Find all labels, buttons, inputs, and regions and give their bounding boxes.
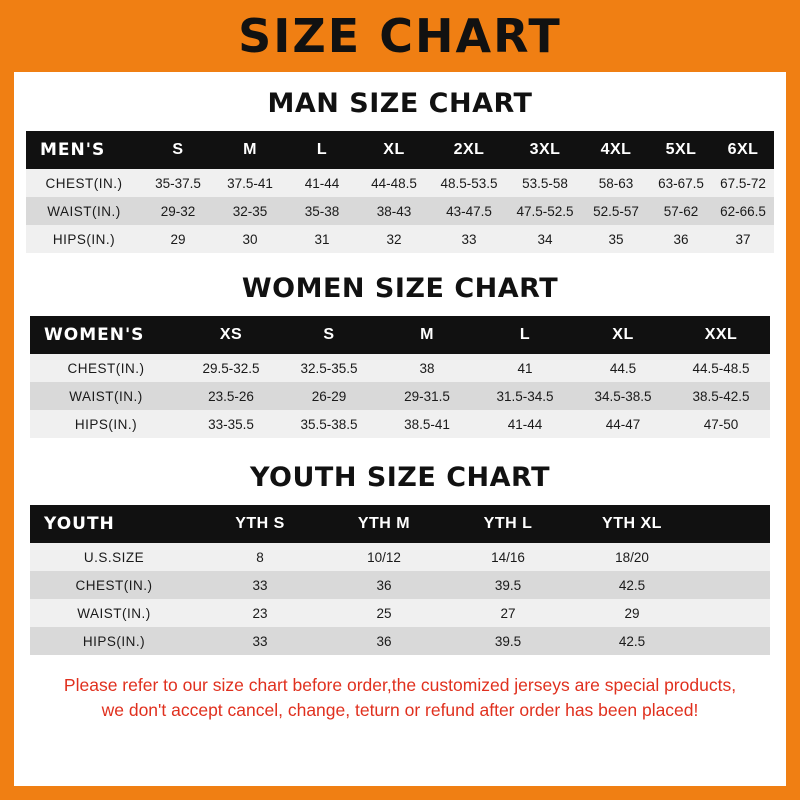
cell: 36 xyxy=(322,627,446,655)
column-header: L xyxy=(286,131,358,169)
column-header: YTH XL xyxy=(570,505,694,543)
cell: 38.5-41 xyxy=(378,410,476,438)
cell: 34.5-38.5 xyxy=(574,382,672,410)
column-header: YOUTH xyxy=(30,505,198,543)
cell: 44-47 xyxy=(574,410,672,438)
table-row xyxy=(26,169,774,197)
cell: 25 xyxy=(322,599,446,627)
cell: 27 xyxy=(446,599,570,627)
cell: 35-37.5 xyxy=(142,169,214,197)
cell: 52.5-57 xyxy=(582,197,650,225)
cell: 38.5-42.5 xyxy=(672,382,770,410)
cell: 32 xyxy=(358,225,430,253)
footer-note-line-1: Please refer to our size chart before order,the customized jerseys are special products, xyxy=(63,675,737,695)
column-header: L xyxy=(476,316,574,354)
cell-spacer xyxy=(694,599,770,627)
column-header: YTH M xyxy=(322,505,446,543)
cell: 33 xyxy=(198,627,322,655)
column-header: 2XL xyxy=(430,131,508,169)
cell: 33 xyxy=(430,225,508,253)
column-header-spacer xyxy=(694,505,770,543)
footer-note-line-2: we don't accept cancel, change, teturn or refund after order has been placed! xyxy=(101,700,699,721)
column-header: WOMEN'S xyxy=(30,316,182,354)
table-row xyxy=(26,197,774,225)
table-row xyxy=(26,225,774,253)
cell: 58-63 xyxy=(582,169,650,197)
row-label: WAIST(IN.) xyxy=(30,599,198,627)
cell: 53.5-58 xyxy=(508,169,582,197)
women-section-title: WOMEN SIZE CHART xyxy=(241,273,559,304)
cell: 38 xyxy=(378,354,476,382)
column-header: XL xyxy=(574,316,672,354)
cell: 29 xyxy=(142,225,214,253)
cell: 43-47.5 xyxy=(430,197,508,225)
cell-spacer xyxy=(694,627,770,655)
cell: 37.5-41 xyxy=(214,169,286,197)
column-header: S xyxy=(280,316,378,354)
cell: 23 xyxy=(198,599,322,627)
cell: 32-35 xyxy=(214,197,286,225)
cell-spacer xyxy=(694,543,770,571)
column-header: 5XL xyxy=(650,131,712,169)
table-row xyxy=(30,599,770,627)
column-header: YTH L xyxy=(446,505,570,543)
column-header: YTH S xyxy=(198,505,322,543)
cell: 33 xyxy=(198,571,322,599)
cell: 39.5 xyxy=(446,627,570,655)
cell: 26-29 xyxy=(280,382,378,410)
row-label: WAIST(IN.) xyxy=(30,382,182,410)
men-section-title: MAN SIZE CHART xyxy=(267,88,533,119)
cell: 29-31.5 xyxy=(378,382,476,410)
youth-section-title: YOUTH SIZE CHART xyxy=(249,462,551,493)
banner xyxy=(14,0,786,72)
bottom-accent-bar xyxy=(0,786,800,800)
cell: 42.5 xyxy=(570,627,694,655)
table-row xyxy=(30,627,770,655)
cell: 47.5-52.5 xyxy=(508,197,582,225)
cell: 23.5-26 xyxy=(182,382,280,410)
column-header: 4XL xyxy=(582,131,650,169)
column-header: MEN'S xyxy=(26,131,142,169)
cell: 18/20 xyxy=(570,543,694,571)
youth-size-table xyxy=(30,505,770,655)
cell: 62-66.5 xyxy=(712,197,774,225)
column-header: M xyxy=(378,316,476,354)
table-row xyxy=(30,543,770,571)
column-header: XL xyxy=(358,131,430,169)
row-label: CHEST(IN.) xyxy=(30,571,198,599)
cell: 10/12 xyxy=(322,543,446,571)
row-label: U.S.SIZE xyxy=(30,543,198,571)
cell: 44.5-48.5 xyxy=(672,354,770,382)
cell: 34 xyxy=(508,225,582,253)
cell: 41-44 xyxy=(286,169,358,197)
cell: 33-35.5 xyxy=(182,410,280,438)
cell: 35.5-38.5 xyxy=(280,410,378,438)
table-row xyxy=(30,382,770,410)
cell: 35 xyxy=(582,225,650,253)
cell: 44.5 xyxy=(574,354,672,382)
row-label: HIPS(IN.) xyxy=(30,627,198,655)
cell: 29.5-32.5 xyxy=(182,354,280,382)
cell: 29 xyxy=(570,599,694,627)
cell: 39.5 xyxy=(446,571,570,599)
footer-note xyxy=(26,673,774,724)
row-label: CHEST(IN.) xyxy=(26,169,142,197)
cell: 35-38 xyxy=(286,197,358,225)
cell: 30 xyxy=(214,225,286,253)
table-row xyxy=(30,571,770,599)
cell: 8 xyxy=(198,543,322,571)
column-header: M xyxy=(214,131,286,169)
cell: 44-48.5 xyxy=(358,169,430,197)
cell: 47-50 xyxy=(672,410,770,438)
column-header: 3XL xyxy=(508,131,582,169)
table-row xyxy=(26,131,774,169)
table-row xyxy=(30,505,770,543)
cell: 41 xyxy=(476,354,574,382)
row-label: CHEST(IN.) xyxy=(30,354,182,382)
table-row xyxy=(30,354,770,382)
column-header: XS xyxy=(182,316,280,354)
cell: 67.5-72 xyxy=(712,169,774,197)
cell: 41-44 xyxy=(476,410,574,438)
column-header: S xyxy=(142,131,214,169)
cell: 63-67.5 xyxy=(650,169,712,197)
cell: 29-32 xyxy=(142,197,214,225)
cell: 32.5-35.5 xyxy=(280,354,378,382)
cell: 31 xyxy=(286,225,358,253)
column-header: XXL xyxy=(672,316,770,354)
men-size-table xyxy=(26,131,774,253)
cell: 36 xyxy=(322,571,446,599)
cell: 57-62 xyxy=(650,197,712,225)
cell-spacer xyxy=(694,571,770,599)
table-row xyxy=(30,410,770,438)
women-size-table xyxy=(30,316,770,438)
cell: 38-43 xyxy=(358,197,430,225)
cell: 31.5-34.5 xyxy=(476,382,574,410)
cell: 14/16 xyxy=(446,543,570,571)
cell: 37 xyxy=(712,225,774,253)
table-row xyxy=(30,316,770,354)
cell: 42.5 xyxy=(570,571,694,599)
cell: 36 xyxy=(650,225,712,253)
cell: 48.5-53.5 xyxy=(430,169,508,197)
row-label: HIPS(IN.) xyxy=(26,225,142,253)
row-label: HIPS(IN.) xyxy=(30,410,182,438)
column-header: 6XL xyxy=(712,131,774,169)
page-title: SIZE CHART xyxy=(238,9,562,63)
row-label: WAIST(IN.) xyxy=(26,197,142,225)
